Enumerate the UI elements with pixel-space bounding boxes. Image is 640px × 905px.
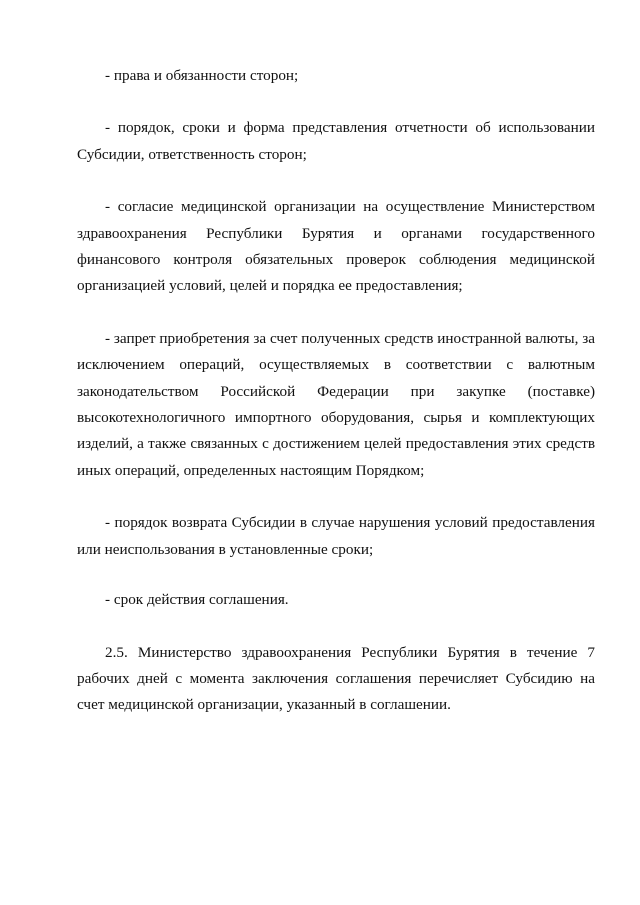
- paragraph-section-2-5: 2.5. Министерство здравоохранения Республики Бурятия в течение 7 рабочих дней с момента заключения соглашения перечисляет Субсидию на счет медицинской организации, указанный в соглашении.: [77, 643, 595, 714]
- document-body: [77, 63, 595, 745]
- paragraph-reporting: - порядок, сроки и форма представления отчетности об использовании Субсидии, ответственность сторон;: [77, 119, 595, 163]
- paragraph-rights-obligations: - права и обязанности сторон;: [105, 67, 299, 84]
- paragraph-agreement-term: - срок действия соглашения.: [105, 591, 289, 609]
- paragraph-consent-inspections: - согласие медицинской организации на осуществление Министерством здравоохранения Республики Бурятия и органами государственного финансового контроля обязательных проверок соблюдения медицинской организацией условий, целей и порядка ее предоставления;: [77, 198, 595, 295]
- paragraph-refund-procedure: - порядок возврата Субсидии в случае нарушения условий предоставления или неиспользования в установленные сроки;: [77, 514, 595, 558]
- paragraph-currency-prohibition: - запрет приобретения за счет полученных средств иностранной валюты, за исключением операций, осуществляемых в соответствии с валютным законодательством Российской Федерации при закупке (поставке) высокотехнологичного импортного оборудования, сырья и комплектующих изделий, а также связанных с достижением целей предоставления этих средств иных операций, определенных настоящим Порядком;: [77, 329, 595, 479]
